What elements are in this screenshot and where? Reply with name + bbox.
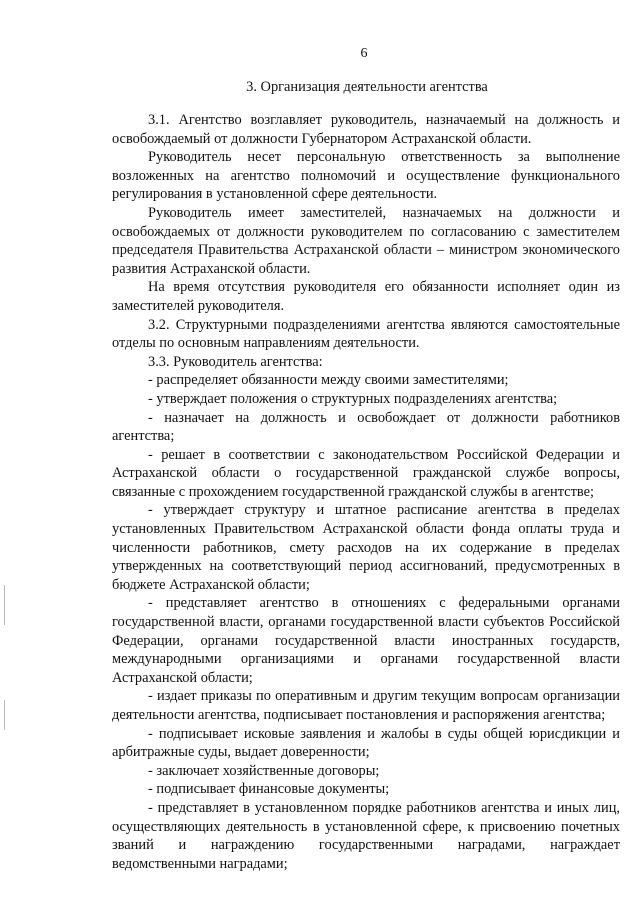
page-number: 6: [360, 46, 368, 61]
section-title: 3. Организация деятельности агентства: [246, 79, 488, 95]
document-body: [112, 111, 620, 873]
list-item: - представляет агентство в отношениях с федеральными органами государственной власти, органами государственной власти субъектов Российской Федерации, органами государственной власти иностранных государств, международными организациями и органами государственной власти Астраханской области;: [112, 595, 620, 686]
paragraph: 3.3. Руководитель агентства:: [148, 353, 323, 370]
paragraph: Руководитель несет персональную ответственность за выполнение возложенных на агентство полномочий и осуществление функционального регулирования в установленной сфере деятельности.: [112, 149, 620, 203]
list-item: - решает в соответствии с законодательством Российской Федерации и Астраханской области о государственной гражданской службе вопросы, связанные с прохождением государственной гражданской службы в агентстве;: [112, 446, 620, 500]
list-item: - подписывает финансовые документы;: [148, 781, 390, 798]
list-item: - утверждает положения о структурных подразделениях агентства;: [148, 390, 558, 407]
paragraph: 3.2. Структурными подразделениями агентства являются самостоятельные отделы по основным направлениям деятельности.: [112, 316, 620, 352]
paragraph: Руководитель имеет заместителей, назначаемых на должности и освобождаемых от должности руководителем по согласованию с заместителем председателя Правительства Астраханской области – министром экономического развития Астраханской области.: [112, 204, 620, 277]
list-item: - представляет в установленном порядке работников агентства и иных лиц, осуществляющих деятельность в установленной сфере, к присвоению почетных званий и награждению государственными наградами, награждает ведомственными наградами;: [112, 799, 620, 872]
paragraph: 3.1. Агентство возглавляет руководитель, назначаемый на должность и освобождаемый от должности Губернатором Астраханской области.: [112, 112, 620, 147]
list-item: - утверждает структуру и штатное расписание агентства в пределах установленных Правительством Астраханской области фонда оплаты труда и численности работников, смету расходов на их содержание в пределах утвержденных на соответствующий период ассигнований, предусмотренных в бюджете Астраханской области;: [112, 502, 620, 593]
paragraph: На время отсутствия руководителя его обязанности исполняет один из заместителей руководителя.: [112, 279, 620, 314]
list-item: - заключает хозяйственные договоры;: [148, 762, 380, 779]
list-item: - назначает на должность и освобождает от должности работников агентства;: [112, 409, 620, 445]
list-item: - издает приказы по оперативным и другим текущим вопросам организации деятельности агентства, подписывает постановления и распоряжения агентства;: [112, 688, 620, 723]
scan-edge-mark: [4, 700, 5, 730]
list-item: - распределяет обязанности между своими заместителями;: [148, 372, 509, 389]
list-item: - подписывает исковые заявления и жалобы в суды общей юрисдикции и арбитражные суды, выдает доверенности;: [112, 725, 620, 761]
scan-edge-mark: [4, 585, 5, 625]
